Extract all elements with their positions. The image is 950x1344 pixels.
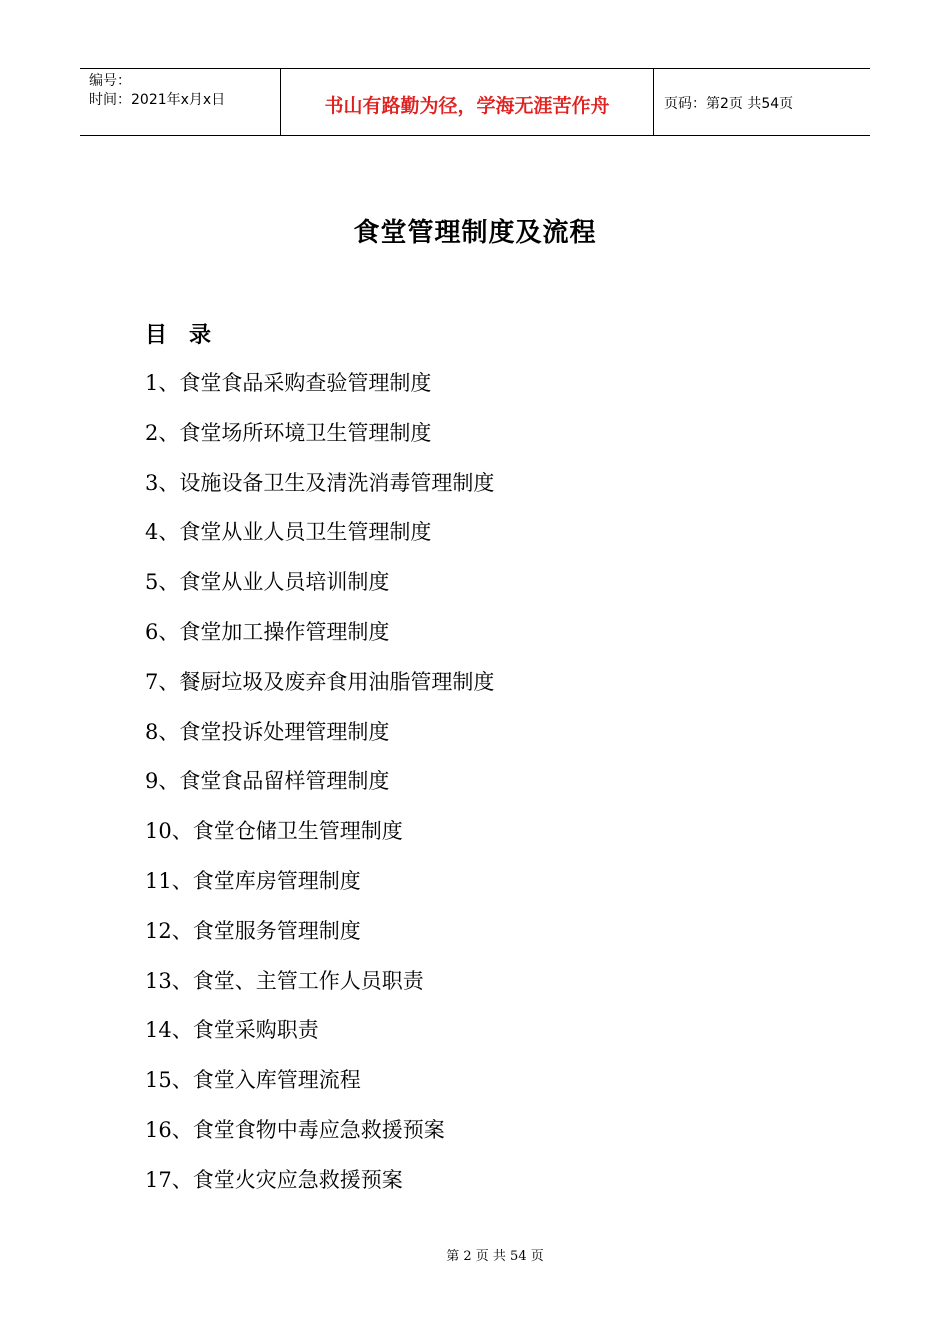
toc-item: 10、食堂仓储卫生管理制度 <box>145 819 403 844</box>
header-time-label: 时间：2021年x月x日 <box>89 92 226 108</box>
header-meta <box>80 69 281 135</box>
toc-item: 15、食堂入库管理流程 <box>145 1068 361 1093</box>
toc-item: 6、食堂加工操作管理制度 <box>145 619 390 644</box>
header-motto: 书山有路勤为径，学海无涯苦作舟 <box>281 69 654 135</box>
toc-item: 4、食堂从业人员卫生管理制度 <box>145 520 432 545</box>
toc-item: 2、食堂场所环境卫生管理制度 <box>145 420 432 445</box>
toc-item: 7、餐厨垃圾及废弃食用油脂管理制度 <box>145 669 495 694</box>
toc-item: 16、食堂食物中毒应急救援预案 <box>145 1117 445 1142</box>
header-page-info: 页码：第2页 共54页 <box>664 96 794 112</box>
toc-item: 9、食堂食品留样管理制度 <box>145 769 390 794</box>
document-title: 食堂管理制度及流程 <box>353 218 597 248</box>
toc-heading: 目 录 <box>145 323 212 348</box>
toc-item: 8、食堂投诉处理管理制度 <box>145 719 390 744</box>
toc-item: 13、食堂、主管工作人员职责 <box>145 968 424 993</box>
header-number-label: 编号： <box>89 73 131 89</box>
toc-item: 12、食堂服务管理制度 <box>145 918 361 943</box>
page-footer: 第 2 页 共 54 页 <box>446 1249 544 1264</box>
toc-item: 14、食堂采购职责 <box>145 1018 319 1043</box>
toc-item: 1、食堂食品采购查验管理制度 <box>145 371 432 395</box>
toc-item: 11、食堂库房管理制度 <box>145 868 361 893</box>
toc-item: 3、设施设备卫生及清洗消毒管理制度 <box>145 470 495 495</box>
toc-list <box>145 364 494 1211</box>
toc-item: 5、食堂从业人员培训制度 <box>145 570 390 595</box>
page-header <box>80 68 870 136</box>
toc-item: 17、食堂火灾应急救援预案 <box>145 1167 403 1192</box>
